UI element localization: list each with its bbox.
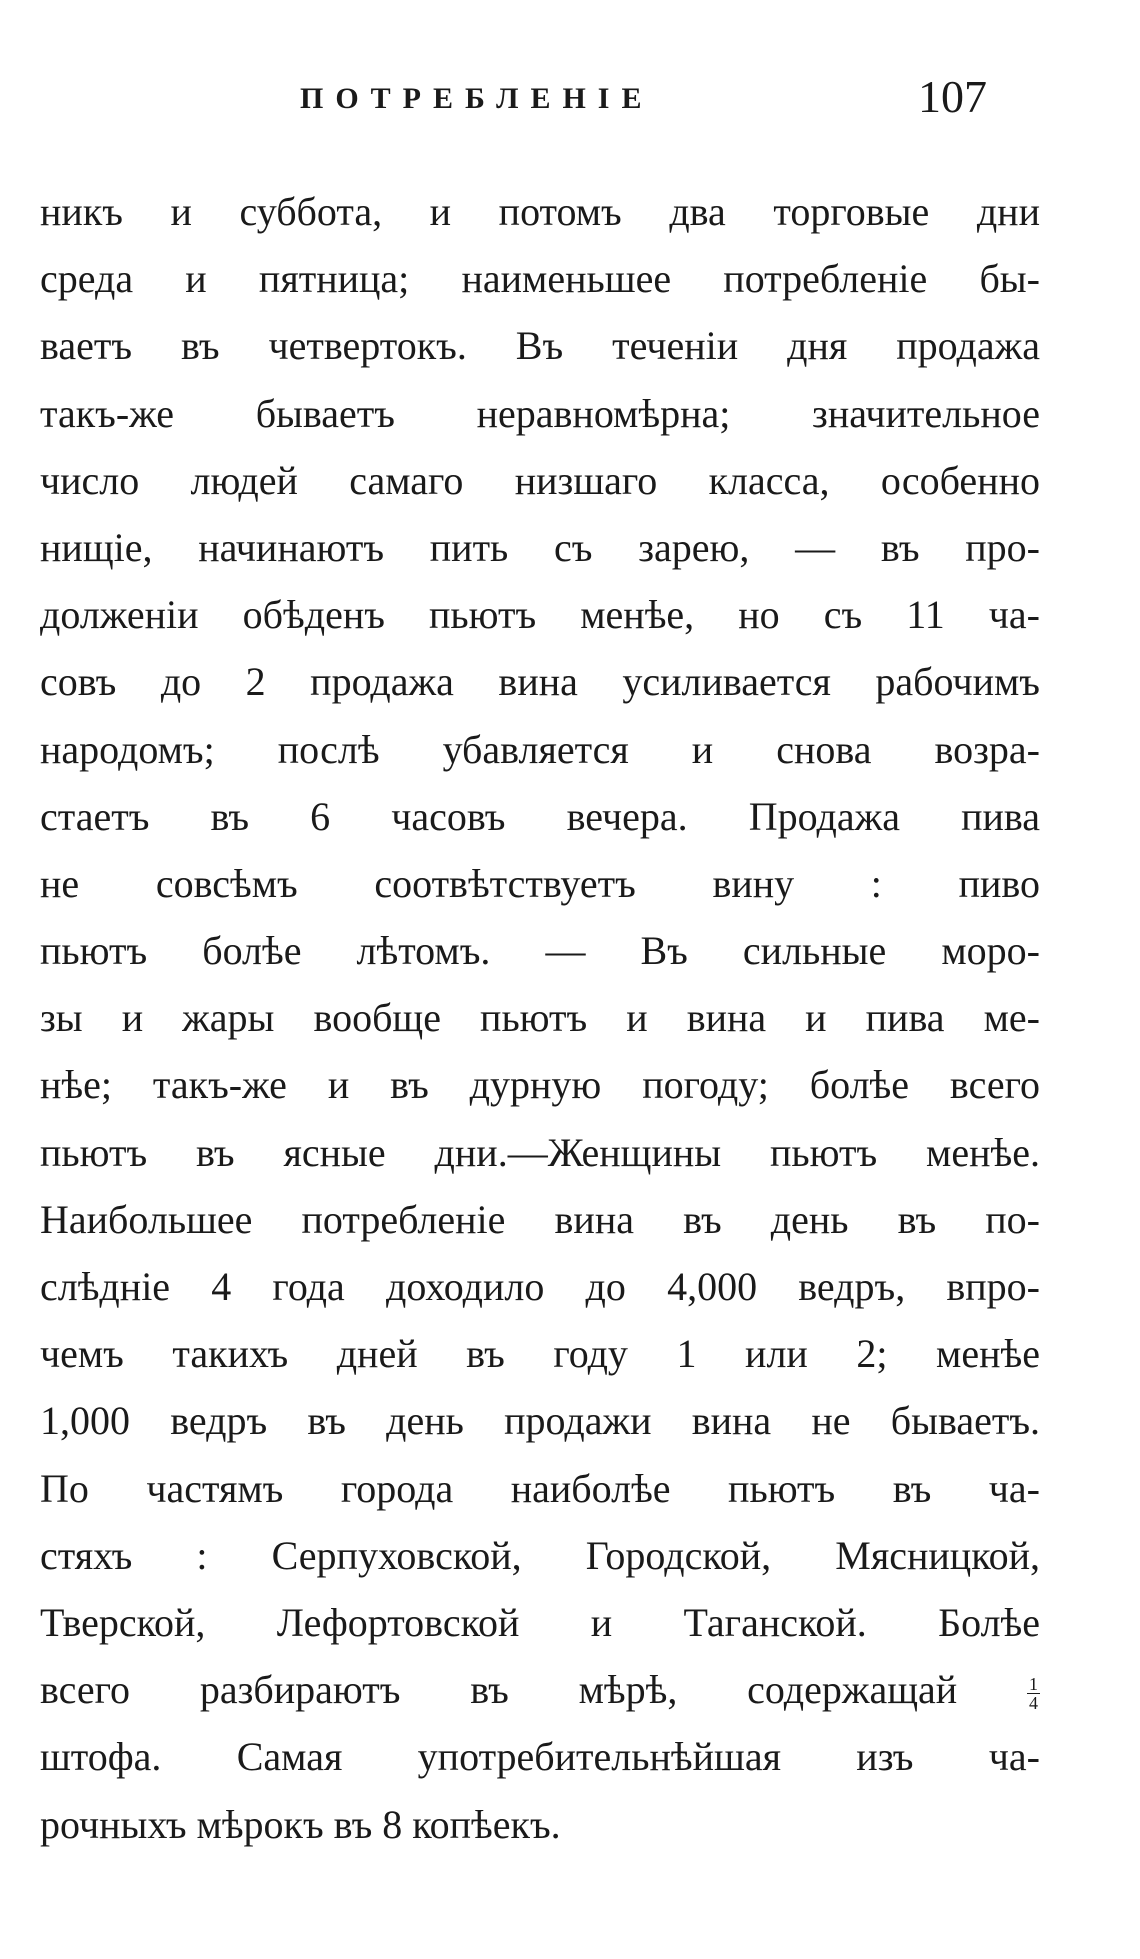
text-line: Наибольшее потребленіе вина въ день въ по- bbox=[40, 1196, 1040, 1242]
text-line: никъ и суббота, и потомъ два торговые дни bbox=[40, 189, 1040, 234]
text-line: слѣдніе 4 года доходило до 4,000 ведръ, впро- bbox=[40, 1264, 1040, 1309]
text-line: среда и пятница; наименьшее потребленіе бы- bbox=[40, 256, 1040, 302]
text-line: не совсѣмъ соотвѣтствуетъ вину : пиво bbox=[40, 860, 1040, 906]
text-line: 1,000 ведръ въ день продажи вина не бываетъ. bbox=[40, 1398, 1040, 1444]
text-line: число людей самаго низшаго класса, особенно bbox=[40, 457, 1040, 503]
text-line: долженіи обѣденъ пьютъ менѣе, но съ 11 ча- bbox=[40, 592, 1040, 638]
text-line: чемъ такихъ дней въ году 1 или 2; менѣе bbox=[40, 1331, 1040, 1377]
text-line: народомъ; послѣ убавляется и снова возра- bbox=[40, 726, 1040, 772]
text-line-last: рочныхъ мѣрокъ въ 8 копѣекъ. bbox=[40, 1801, 561, 1847]
text-line: нищіе, начинаютъ пить съ зарею, — въ про- bbox=[40, 524, 1040, 570]
fraction-denominator: 4 bbox=[1029, 1693, 1038, 1714]
fraction-line-text: всего разбираютъ въ мѣрѣ, содержащай bbox=[40, 1667, 958, 1713]
text-line: нѣе; такъ-же и въ дурную погоду; болѣе всего bbox=[40, 1062, 1040, 1108]
fraction-numerator: 1 bbox=[1029, 1674, 1038, 1695]
text-line: пьютъ болѣе лѣтомъ. — Въ сильные моро- bbox=[40, 928, 1040, 974]
text-line: Тверской, Лефортовской и Таганской. Болѣе bbox=[40, 1599, 1040, 1645]
running-title: ПОТРЕБЛЕНІЕ bbox=[300, 82, 654, 115]
text-line: штофа. Самая употребительнѣйшая изъ ча- bbox=[40, 1734, 1040, 1780]
body-text bbox=[40, 178, 1040, 1858]
fraction-one-quarter bbox=[1027, 1675, 1040, 1712]
text-line: зы и жары вообще пьютъ и вина и пива ме- bbox=[40, 995, 1040, 1041]
text-line: пьютъ въ ясные дни.—Женщины пьютъ менѣе. bbox=[40, 1129, 1040, 1175]
text-line: стяхъ : Серпуховской, Городской, Мясницкой, bbox=[40, 1532, 1040, 1578]
page-number: 107 bbox=[918, 71, 987, 122]
text-line: такъ-же бываетъ неравномѣрна; значительное bbox=[40, 390, 1040, 436]
text-line: По частямъ города наиболѣе пьютъ въ ча- bbox=[40, 1465, 1040, 1511]
text-line: ваетъ въ четвертокъ. Въ теченіи дня продажа bbox=[40, 323, 1040, 369]
text-line: стаетъ въ 6 часовъ вечера. Продажа пива bbox=[40, 793, 1040, 839]
text-line: совъ до 2 продажа вина усиливается рабочимъ bbox=[40, 659, 1040, 705]
text-line-with-fraction bbox=[40, 1656, 1040, 1723]
